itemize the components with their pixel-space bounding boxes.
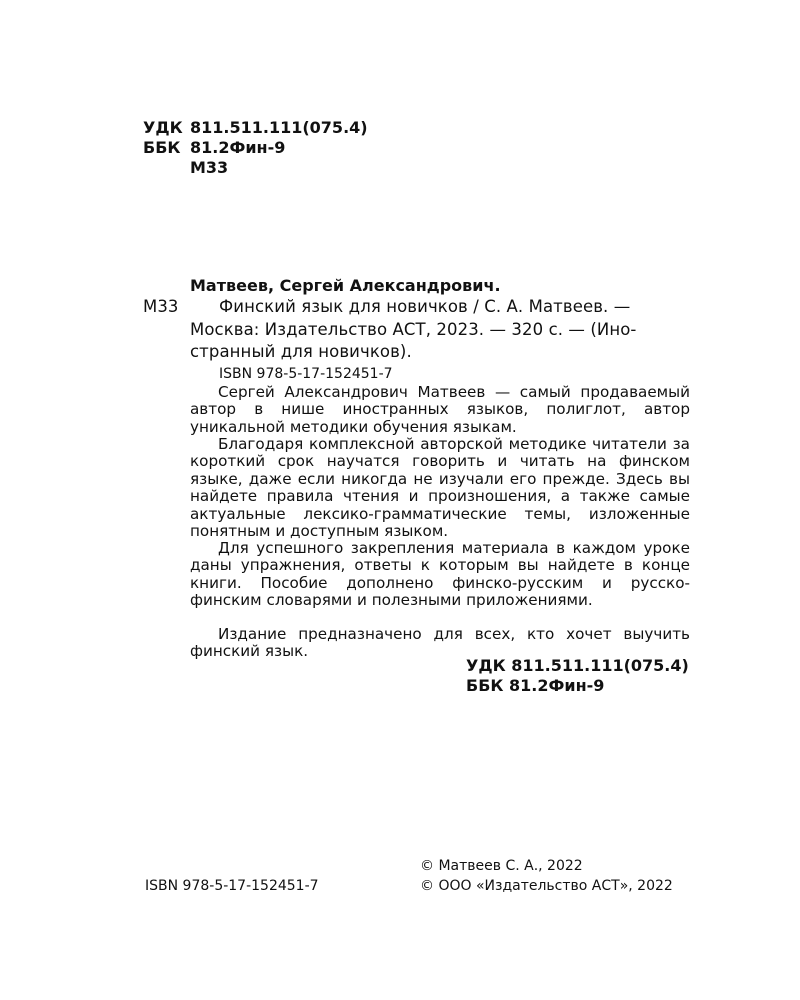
entry-author-mark: М33 (143, 297, 179, 316)
description-line-3: странный для новичков). (190, 342, 412, 361)
annotation-paragraph-3: Для успешного закрепления материала в каждом уроке даны упражнения, ответы к которым вы найдете в конце книги. Пособие дополнено финско-русским и русско-финским словарями и полезными приложениями. (190, 539, 690, 610)
description-line-2: Москва: Издательство АСТ, 2023. — 320 с. — (Ино- (190, 320, 637, 339)
udk-code: 811.511.111(075.4) (190, 118, 368, 137)
udk-label: УДК (143, 118, 183, 137)
author-mark: М33 (190, 158, 229, 177)
description-line-1: Финский язык для новичков / С. А. Матвеев. — (219, 297, 631, 316)
copyright-author: © Матвеев С. А., 2022 (420, 858, 583, 874)
annotation-paragraph-2: Благодаря комплексной авторской методике читатели за короткий срок научатся говорить и читать на финском языке, даже если никогда не изучали его прежде. Здесь вы найдете правила чтения и произношения, а также самые актуальные лексико-грамматические темы, изложенные понятным и доступным языком. (190, 435, 690, 541)
annotation-paragraph-4: Издание предназначено для всех, кто хочет выучить финский язык. (190, 625, 690, 661)
annotation-paragraph-1: Сергей Александрович Матвеев — самый продаваемый автор в нише иностранных языков, полиглот, автор уникальной методики обучения языкам. (190, 383, 690, 436)
copyright-publisher: © ООО «Издательство АСТ», 2022 (420, 878, 673, 894)
entry-isbn: ISBN 978-5-17-152451-7 (219, 366, 393, 382)
footer-isbn: ISBN 978-5-17-152451-7 (145, 878, 319, 894)
closing-bbk: ББК 81.2Фин-9 (466, 676, 605, 695)
bbk-code: 81.2Фин-9 (190, 138, 286, 157)
closing-udk: УДК 811.511.111(075.4) (466, 656, 689, 675)
author-heading: Матвеев, Сергей Александрович. (190, 276, 501, 295)
bbk-label: ББК (143, 138, 181, 157)
